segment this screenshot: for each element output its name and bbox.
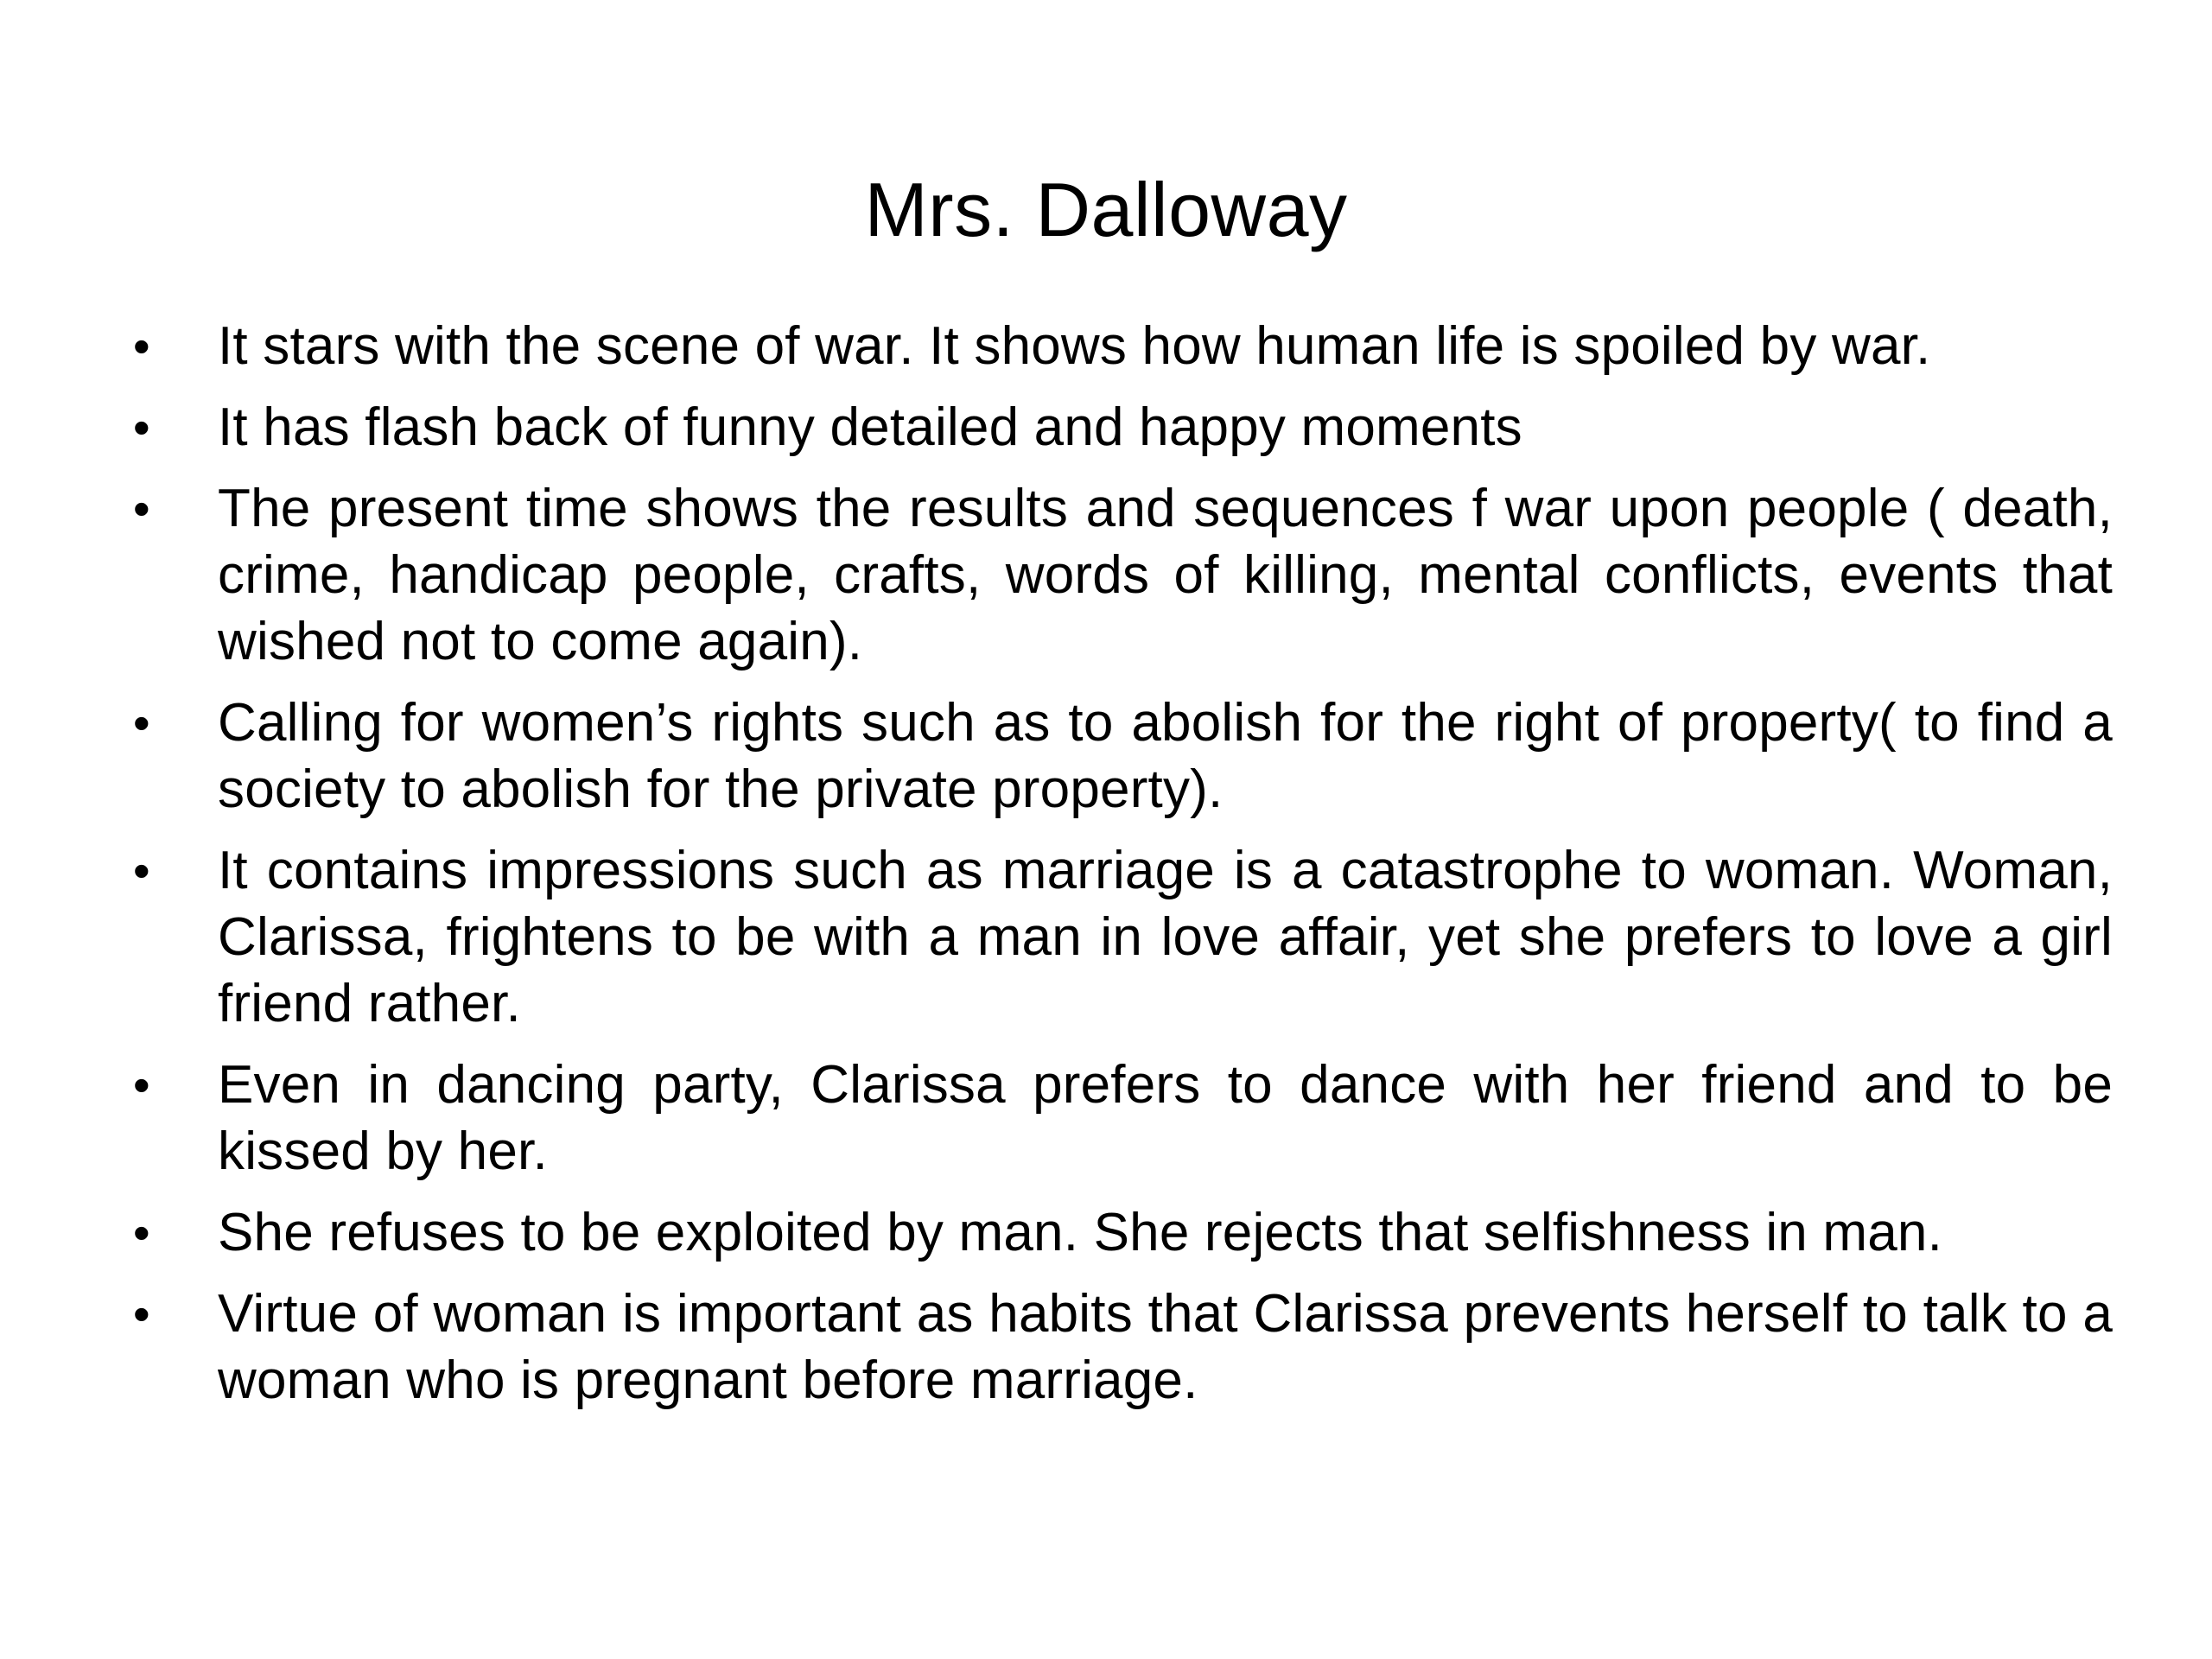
bullet-dot-icon: • [133,696,150,750]
bullet-text: Virtue of woman is important as habits that Clarissa prevents herself to talk to a woman who is pregnant before marriage. [218,1284,2113,1410]
bullet-item [121,313,2113,379]
bullet-dot-icon: • [133,481,150,536]
bullet-dot-icon: • [133,843,150,898]
bullet-dot-icon: • [133,400,150,454]
bullet-text: Calling for women’s rights such as to abolish for the right of property( to find a society to abolish for the private property). [218,693,2113,819]
bullet-dot-icon: • [133,1058,150,1112]
bullet-list [121,313,2113,1428]
bullet-dot-icon: • [133,1287,150,1341]
bullet-item [121,475,2113,675]
bullet-item [121,1281,2113,1414]
bullet-text: The present time shows the results and sequences f war upon people ( death, crime, handicap people, crafts, words of killing, mental conflicts, events that wished not to come again). [218,479,2113,671]
bullet-dot-icon: • [133,1205,150,1260]
bullet-dot-icon: • [133,319,150,373]
bullet-item [121,394,2113,461]
bullet-text: It contains impressions such as marriage is a catastrophe to woman. Woman, Clarissa, frightens to be with a man in love affair, yet she prefers to love a girl friend rather. [218,841,2113,1033]
bullet-item [121,837,2113,1037]
bullet-item [121,1052,2113,1185]
bullet-text: Even in dancing party, Clarissa prefers to dance with her friend and to be kissed by her. [218,1055,2113,1181]
bullet-text: She refuses to be exploited by man. She rejects that selfishness in man. [218,1203,1943,1262]
bullet-item [121,690,2113,823]
bullet-text: It has flash back of funny detailed and happy moments [218,397,1522,457]
bullet-text: It stars with the scene of war. It shows how human life is spoiled by war. [218,316,1931,376]
slide-title: Mrs. Dalloway [864,167,1348,252]
bullet-item [121,1199,2113,1266]
